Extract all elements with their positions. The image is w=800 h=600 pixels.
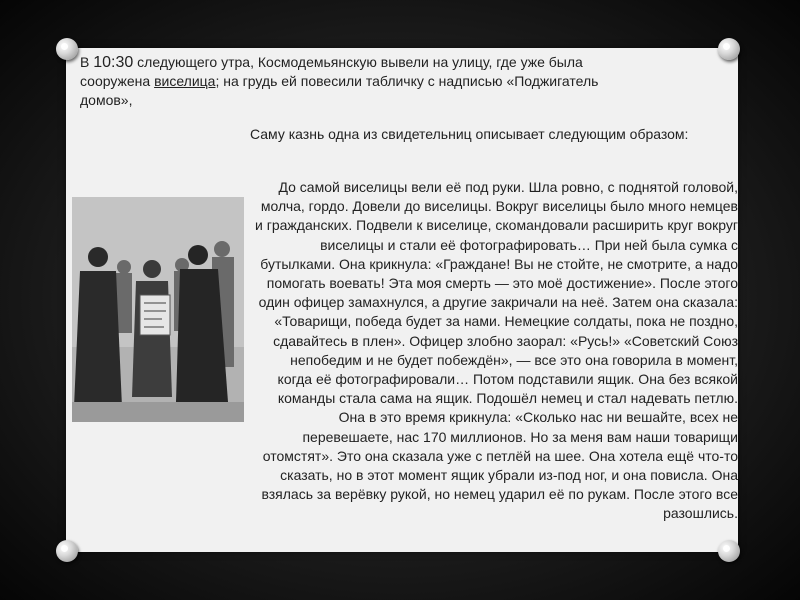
photo-illustration — [72, 197, 244, 422]
lead-paragraph: Саму казнь одна из свидетельниц описывает следующим образом: — [250, 126, 689, 142]
pin-icon — [718, 540, 740, 562]
intro-time: 10:30 — [93, 54, 134, 71]
pin-icon — [718, 38, 740, 60]
intro-prefix: В — [80, 54, 94, 70]
pin-icon — [56, 540, 78, 562]
gallows-link[interactable]: виселица — [154, 73, 216, 89]
intro-paragraph — [80, 53, 640, 110]
intro-text-2: ; на грудь ей повесили табличку с надписью «Поджигатель домов», — [80, 73, 599, 108]
intro-text-1: следующего утра, Космодемьянскую вывели на улицу, где уже была сооружена — [80, 54, 583, 89]
pin-icon — [56, 38, 78, 60]
historical-photo — [72, 197, 244, 422]
witness-quote: До самой виселицы вели её под руки. Шла ровно, с поднятой головой, молча, гордо. Довели до виселицы. Вокруг виселицы было много немцев и гражданских. Подвели к виселице, скомандовали расширить круг вокруг виселицы и стали её фотографировать… При ней была сумка с бутылками. Она крикнула: «Граждане! Вы не стойте, не смотрите, а надо помогать воевать! Эта моя смерть — это моё достижение». После этого один офицер замахнулся, а другие закричали на неё. Затем она сказала: «Товарищи, победа будет за нами. Немецкие солдаты, пока не поздно, сдавайтесь в плен». Офицер злобно заорал: «Русь!» «Советский Союз непобедим и не будет побеждён», — все это она говорила в момент, когда её фотографировали… Потом подставили ящик. Она без всякой команды стала сама на ящик. Подошёл немец и стал надевать петлю. Она в это время крикнула: «Сколько нас ни вешайте, всех не перевешаете, нас 170 миллионов. Но за меня вам наши товарищи отомстят». Это она сказала уже с петлёй на шее. Она хотела ещё что-то сказать, но в этот момент ящик убрали из-под ног, и она повисла. Она взялась за верёвку рукой, но немец ударил её по рукам. После этого все разошлись. — [255, 179, 738, 522]
